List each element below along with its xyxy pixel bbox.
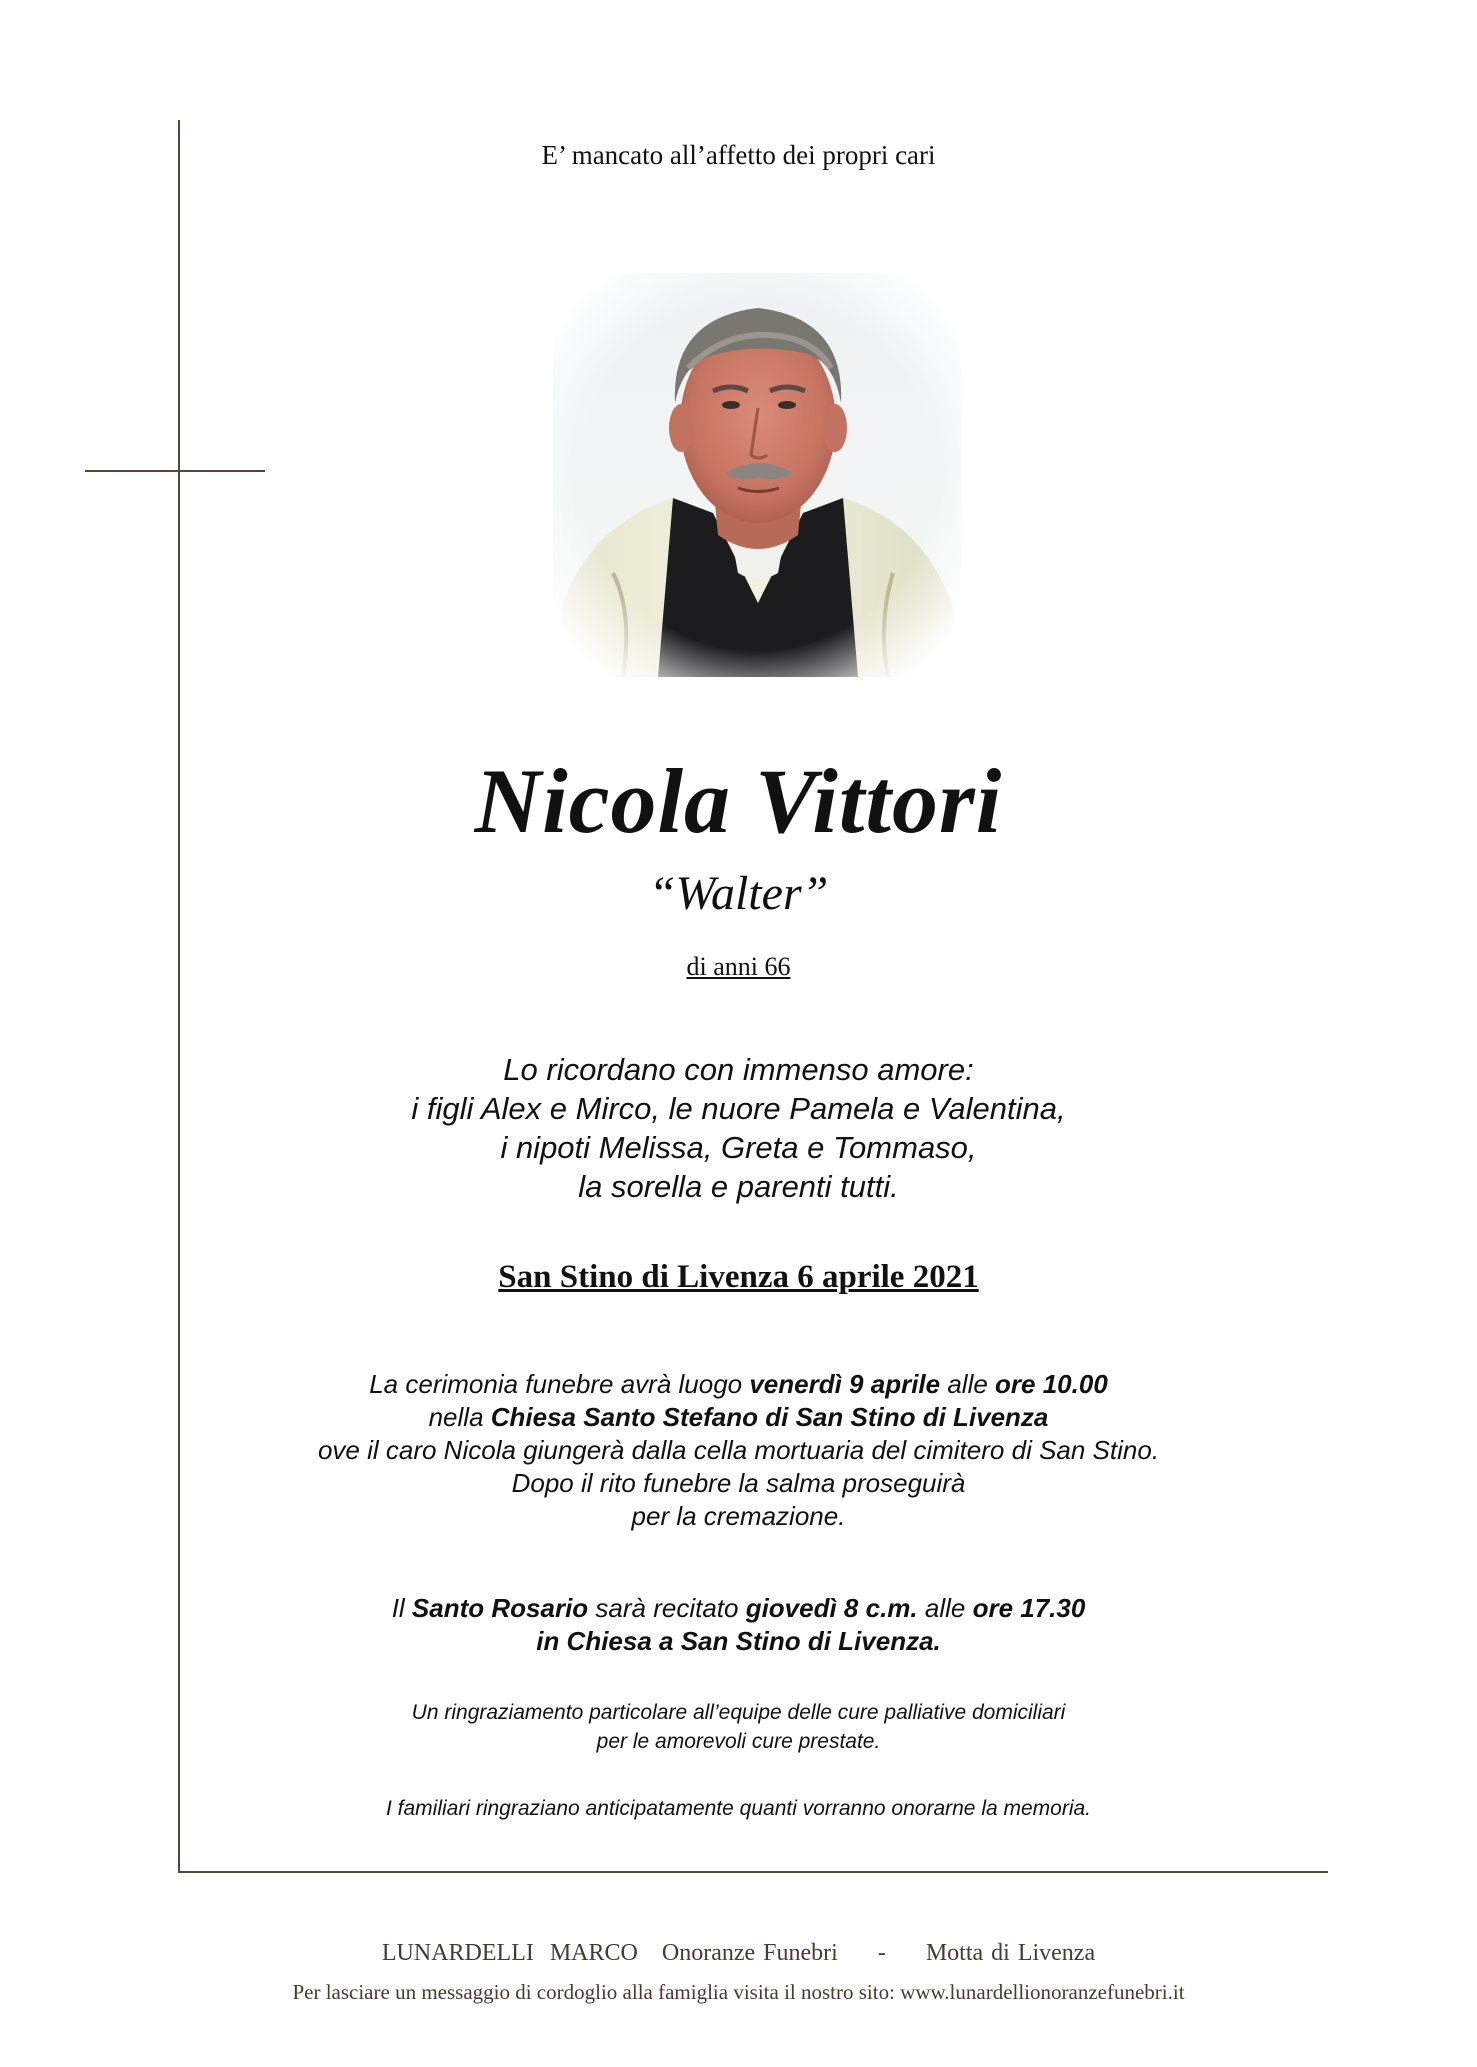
rosary-text: Il bbox=[391, 1593, 412, 1623]
ceremony-text: La cerimonia funebre avrà luogo bbox=[369, 1369, 750, 1399]
rosary-line bbox=[0, 1592, 1477, 1625]
rosary-line bbox=[0, 1625, 1477, 1658]
ceremony-block bbox=[0, 1368, 1477, 1533]
rosary-location: in Chiesa a San Stino di Livenza. bbox=[536, 1626, 941, 1656]
ceremony-time: ore 10.00 bbox=[995, 1369, 1108, 1399]
family-line: la sorella e parenti tutti. bbox=[578, 1169, 899, 1204]
ceremony-line bbox=[0, 1368, 1477, 1401]
cross-horizontal-line bbox=[85, 470, 265, 472]
family-block bbox=[0, 1050, 1477, 1206]
ceremony-line bbox=[0, 1401, 1477, 1434]
ceremony-line: ove il caro Nicola giungerà dalla cella mortuaria del cimitero di San Stino. bbox=[317, 1435, 1160, 1465]
footer-message: Per lasciare un messaggio di cordoglio alla famiglia visita il nostro sito: www.lunardellionoranzefunebri.it bbox=[292, 1980, 1185, 2004]
rosary-title: Santo Rosario bbox=[411, 1593, 589, 1623]
deceased-name: Nicola Vittori bbox=[474, 750, 1003, 852]
ceremony-text: nella bbox=[428, 1402, 491, 1432]
intro-text: E’ mancato all’affetto dei propri cari bbox=[541, 140, 936, 170]
rosary-date: giovedì 8 c.m. bbox=[745, 1593, 918, 1623]
rosary-text: alle bbox=[917, 1593, 973, 1623]
place-date: San Stino di Livenza 6 aprile 2021 bbox=[498, 1259, 979, 1295]
final-note: I familiari ringraziano anticipatamente quanti vorranno onorarne la memoria. bbox=[385, 1797, 1092, 1820]
nickname: “Walter” bbox=[648, 867, 829, 920]
rosary-text: sarà recitato bbox=[588, 1593, 746, 1623]
ceremony-text: alle bbox=[940, 1369, 996, 1399]
family-line: i nipoti Melissa, Greta e Tommaso, bbox=[500, 1130, 977, 1165]
thanks-block bbox=[0, 1698, 1477, 1756]
thanks-line: per le amorevoli cure prestate. bbox=[596, 1730, 881, 1753]
family-line: i figli Alex e Mirco, le nuore Pamela e Valentina, bbox=[411, 1091, 1066, 1126]
rosary-block bbox=[0, 1592, 1477, 1658]
ceremony-church: Chiesa Santo Stefano di San Stino di Livenza bbox=[490, 1402, 1049, 1432]
ceremony-date: venerdì 9 aprile bbox=[749, 1369, 941, 1399]
footer-separator: - bbox=[877, 1940, 886, 1966]
footer-service: Onoranze Funebri bbox=[661, 1940, 838, 1966]
frame-bottom-line bbox=[178, 1871, 1328, 1873]
thanks-line: Un ringraziamento particolare all’equipe delle cure palliative domiciliari bbox=[411, 1701, 1066, 1724]
footer-company: LUNARDELLI MARCO bbox=[381, 1940, 638, 1966]
footer-company-line bbox=[0, 1940, 1477, 1967]
ceremony-line: Dopo il rito funebre la salma proseguirà bbox=[511, 1468, 966, 1498]
portrait-photo bbox=[553, 273, 961, 677]
footer-town: Motta di Livenza bbox=[925, 1940, 1096, 1966]
rosary-time: ore 17.30 bbox=[972, 1593, 1086, 1623]
age-text: di anni 66 bbox=[686, 952, 791, 981]
ceremony-line: per la cremazione. bbox=[631, 1501, 846, 1531]
family-line: Lo ricordano con immenso amore: bbox=[503, 1052, 974, 1087]
